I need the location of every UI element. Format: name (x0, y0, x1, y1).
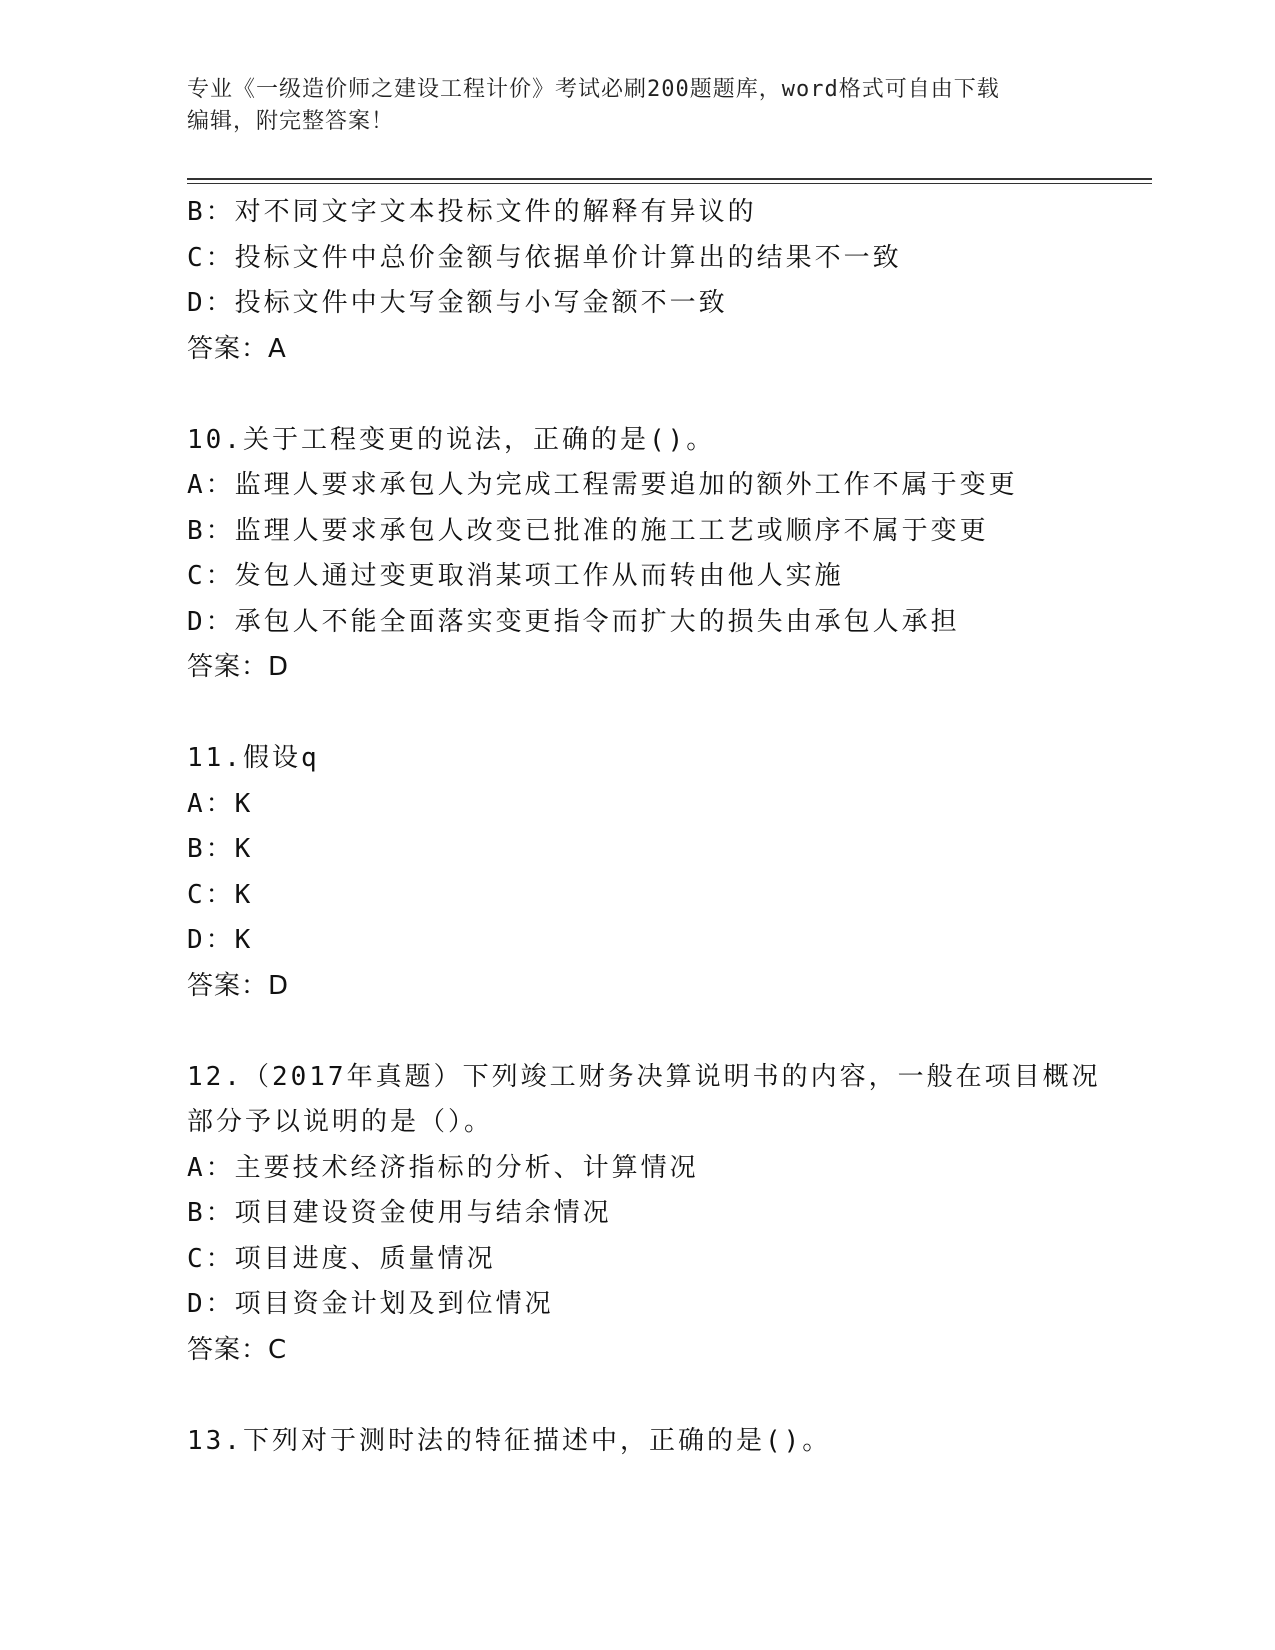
header-line-1: 专业《一级造价师之建设工程计价》考试必刷200题题库，word格式可自由下载 (187, 77, 1000, 102)
question-block-9 (187, 190, 1087, 372)
answer: 答案：D (187, 652, 290, 682)
spacer (187, 1009, 1087, 1055)
option-d: D：承包人不能全面落实变更指令而扩大的损失由承包人承担 (187, 606, 960, 637)
option-d: D：投标文件中大写金额与小写金额不一致 (187, 288, 728, 318)
option-c: C：发包人通过变更取消某项工作从而转由他人实施 (187, 561, 844, 591)
option-b: B：监理人要求承包人改变已批准的施工工艺或顺序不属于变更 (187, 515, 989, 546)
option-d: D：K (187, 925, 254, 955)
option-c: C：项目进度、质量情况 (187, 1243, 496, 1274)
header-line-2: 编辑，附完整答案！ (187, 109, 395, 134)
question-list (187, 190, 1101, 1464)
question-block-13 (187, 1419, 1087, 1465)
option-a: A：K (187, 788, 254, 819)
question-stem: 11.假设q (187, 743, 320, 773)
question-block-12 (187, 1055, 1101, 1374)
option-a: A：主要技术经济指标的分析、计算情况 (187, 1152, 699, 1183)
option-a: A：监理人要求承包人为完成工程需要追加的额外工作不属于变更 (187, 470, 1018, 500)
document-header (187, 74, 1087, 138)
option-b: B：K (187, 834, 254, 864)
question-stem: 10.关于工程变更的说法，正确的是()。 (187, 424, 716, 455)
question-stem: 12.（2017年真题）下列竣工财务决算说明书的内容，一般在项目概况 (187, 1061, 1101, 1092)
spacer (187, 1373, 1087, 1419)
answer: 答案：C (187, 1334, 288, 1365)
question-block-10 (187, 418, 1087, 691)
question-block-11 (187, 736, 1087, 1009)
question-stem-continued: 部分予以说明的是（）。 (187, 1107, 494, 1137)
option-c: C：投标文件中总价金额与依据单价计算出的结果不一致 (187, 242, 902, 273)
spacer (187, 372, 1087, 418)
header-divider-thin (187, 183, 1152, 184)
spacer (187, 691, 1087, 737)
header-divider-thick (187, 178, 1152, 180)
option-d: D：项目资金计划及到位情况 (187, 1289, 554, 1319)
option-b: B：项目建设资金使用与结余情况 (187, 1198, 612, 1228)
question-stem: 13.下列对于测时法的特征描述中，正确的是()。 (187, 1425, 832, 1456)
option-b: B：对不同文字文本投标文件的解释有异议的 (187, 197, 757, 227)
option-c: C：K (187, 879, 254, 910)
answer: 答案：A (187, 333, 287, 364)
answer: 答案：D (187, 970, 290, 1001)
